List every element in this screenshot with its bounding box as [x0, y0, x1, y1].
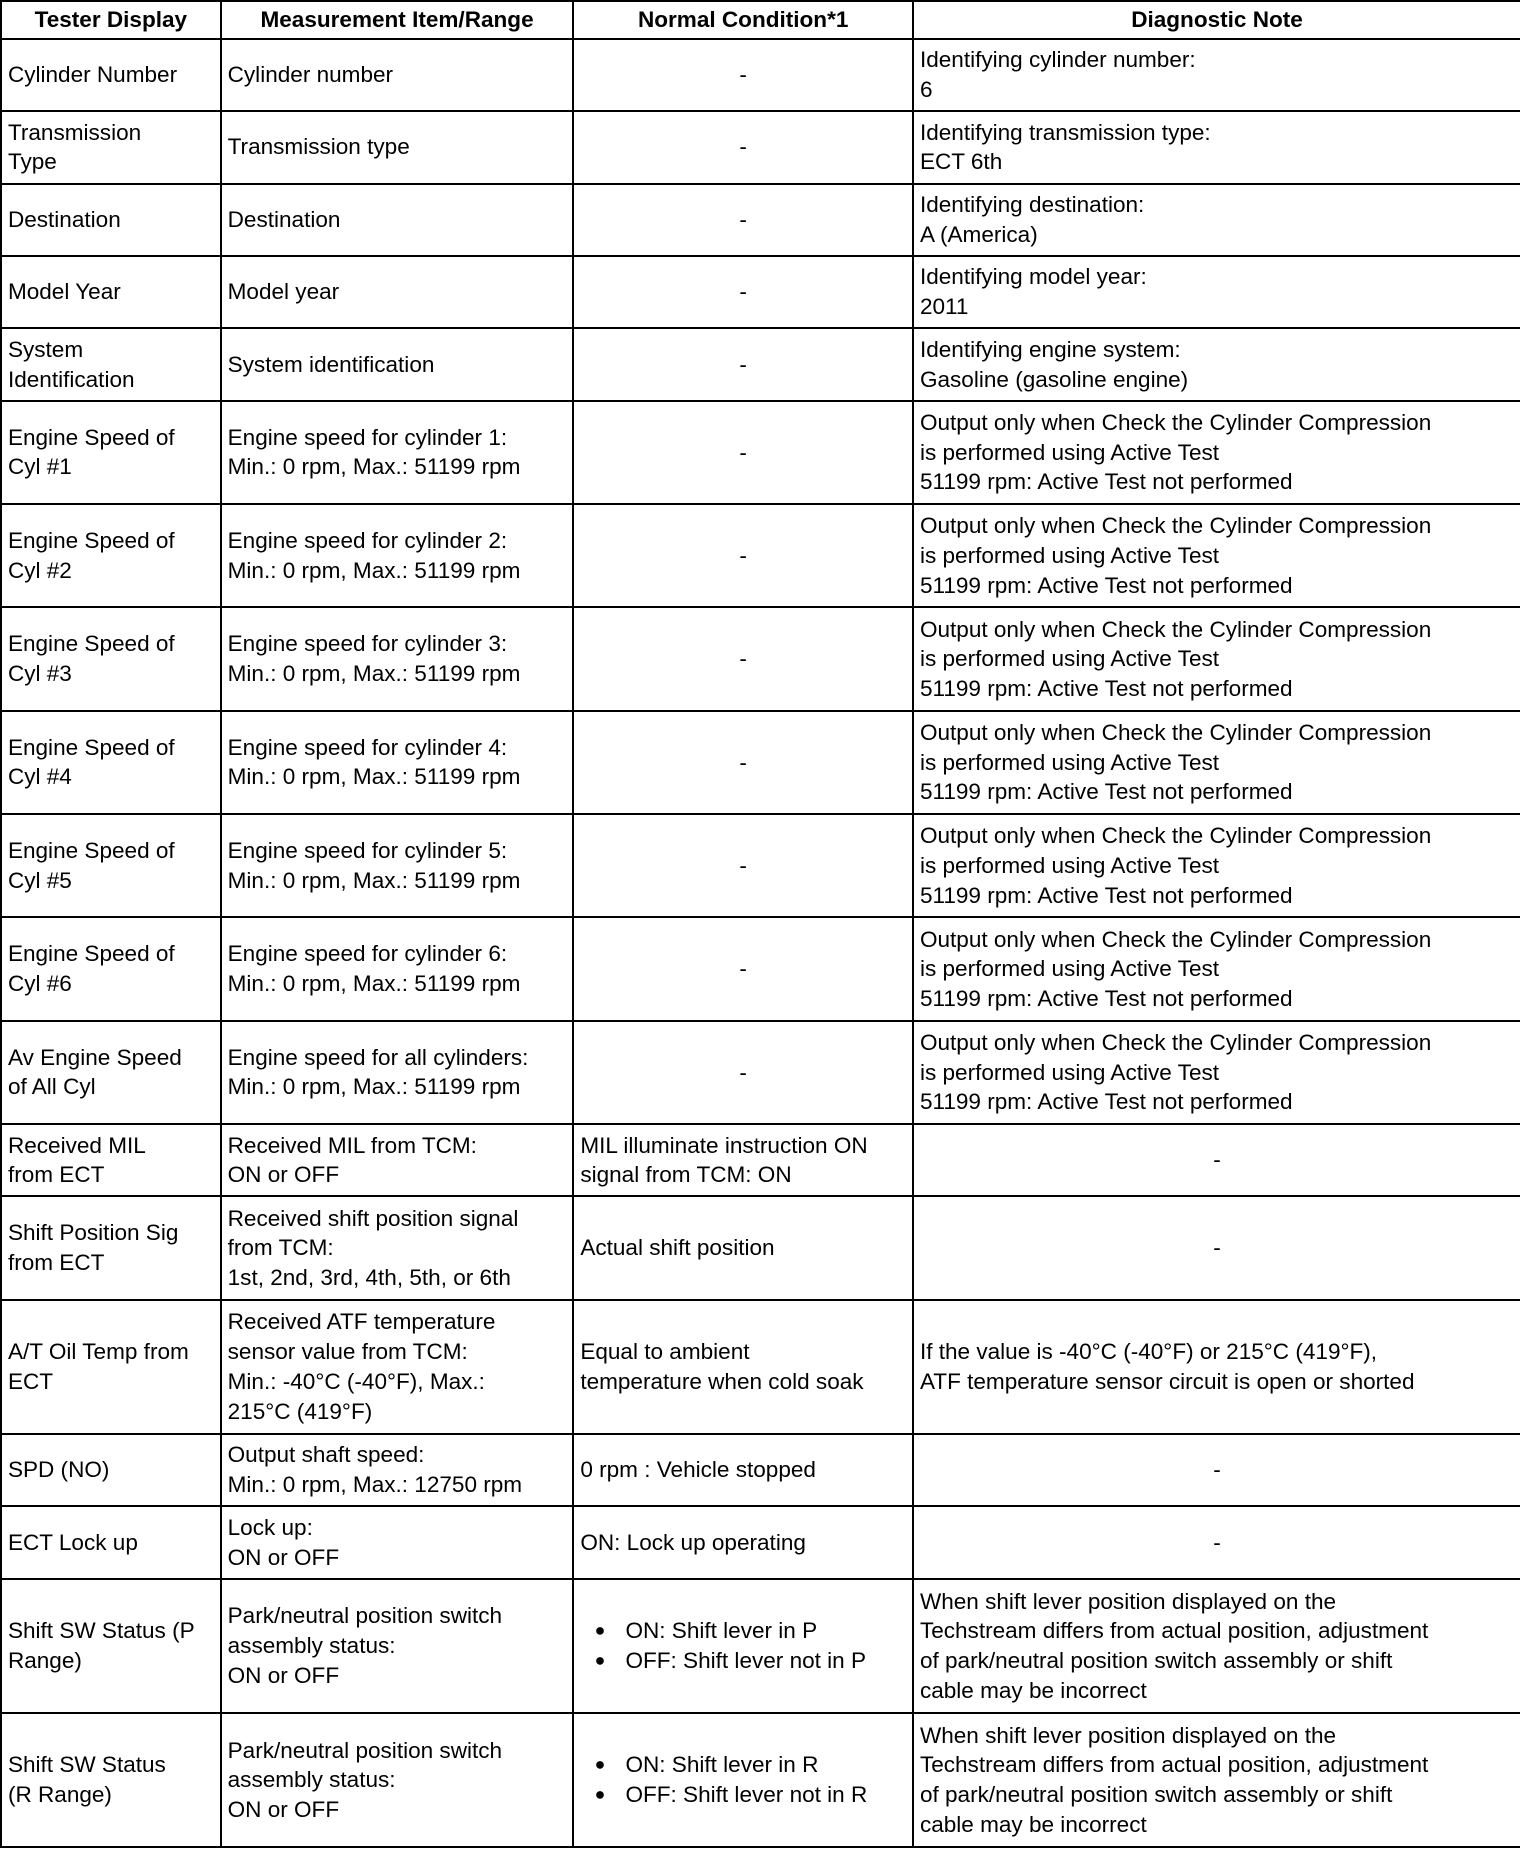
table-row [1, 607, 1520, 710]
table-row [1, 1579, 1520, 1713]
table-row [1, 711, 1520, 814]
tester-display-line: Type [7, 149, 57, 175]
measurement-range-line: sensor value from TCM: [227, 1339, 468, 1365]
measurement-range-line: Min.: -40°C (-40°F), Max.: [227, 1368, 485, 1394]
cell-diagnostic-note [913, 607, 1520, 710]
normal-condition-line: - [739, 279, 747, 305]
diagnostic-note-line: of park/neutral position switch assembly or shift [919, 1782, 1393, 1808]
cell-diagnostic-note [913, 504, 1520, 607]
cell-normal-condition [573, 607, 913, 710]
tester-display-line: Cylinder Number [7, 62, 178, 87]
cell-normal-condition [573, 1300, 913, 1434]
tester-display-line: Engine Speed of [7, 528, 175, 554]
diagnostic-note-line: is performed using Active Test [919, 542, 1220, 568]
table-row [1, 1300, 1520, 1434]
measurement-range-line: Received shift position signal [227, 1205, 519, 1231]
measurement-range-line: Received ATF temperature [227, 1309, 496, 1335]
tester-display-line: Cyl #1 [7, 454, 72, 480]
cell-normal-condition [573, 711, 913, 814]
cell-measurement-range [221, 328, 574, 400]
diagnostic-note-line: Identifying model year: [919, 264, 1147, 290]
cell-normal-condition [573, 1579, 913, 1713]
diagnostic-note-line: 51199 rpm: Active Test not performed [919, 779, 1293, 805]
diagnostic-note-line: 51199 rpm: Active Test not performed [919, 675, 1293, 701]
tester-display-line: Cyl #6 [7, 971, 72, 997]
cell-measurement-range [221, 1300, 574, 1434]
tester-display-line: Cyl #4 [7, 764, 72, 790]
normal-condition-line: - [739, 134, 747, 160]
measurement-range-line: Min.: 0 rpm, Max.: 51199 rpm [227, 557, 521, 583]
cell-normal-condition [573, 917, 913, 1020]
cell-measurement-range [221, 1713, 574, 1847]
measurement-range-line: assembly status: [227, 1633, 396, 1659]
tester-display-line: Model Year [7, 279, 121, 305]
cell-tester-display [1, 39, 221, 111]
table-row [1, 256, 1520, 328]
tester-display-line: (R Range) [7, 1782, 112, 1808]
measurement-range-line: Destination [227, 206, 341, 232]
cell-tester-display [1, 814, 221, 917]
cell-diagnostic-note [913, 1506, 1520, 1578]
cell-measurement-range [221, 39, 574, 111]
normal-condition-line: ON: Lock up operating [580, 1529, 806, 1555]
table-row [1, 401, 1520, 504]
measurement-range-line: Engine speed for cylinder 1: [227, 424, 508, 450]
cell-measurement-range [221, 1196, 574, 1299]
diagnostic-note-line: Identifying destination: [919, 192, 1145, 218]
normal-condition-line: Equal to ambient [580, 1339, 750, 1365]
diagnostic-note-line: is performed using Active Test [919, 646, 1220, 672]
normal-condition-line: - [739, 1059, 747, 1085]
diagnostic-note-line: Output only when Check the Cylinder Compression [919, 1029, 1432, 1055]
diagnostic-note-line: If the value is -40°C (-40°F) or 215°C (419°F), [919, 1339, 1378, 1365]
cell-measurement-range [221, 607, 574, 710]
cell-diagnostic-note [913, 328, 1520, 400]
cell-measurement-range [221, 256, 574, 328]
diagnostic-note-line: cable may be incorrect [919, 1811, 1147, 1837]
tester-display-line: Av Engine Speed [7, 1044, 182, 1070]
tester-display-line: SPD (NO) [7, 1457, 110, 1483]
tester-display-line: Engine Speed of [7, 941, 175, 967]
measurement-range-line: Engine speed for all cylinders: [227, 1044, 529, 1070]
measurement-range-line: Min.: 0 rpm, Max.: 51199 rpm [227, 1074, 521, 1100]
cell-tester-display [1, 111, 221, 183]
cell-diagnostic-note [913, 814, 1520, 917]
measurement-range-line: Park/neutral position switch [227, 1603, 503, 1629]
tester-display-line: System [7, 336, 84, 362]
measurement-range-line: 1st, 2nd, 3rd, 4th, 5th, or 6th [227, 1264, 511, 1290]
header-normal-condition: Normal Condition*1 [573, 1, 913, 39]
tester-display-line: Engine Speed of [7, 631, 175, 657]
normal-condition-bullet: ● ON: Shift lever in P [625, 1616, 906, 1646]
diagnostic-note-line: 2011 [919, 294, 969, 320]
measurement-range-line: Output shaft speed: [227, 1442, 425, 1468]
measurement-range-line: Lock up: [227, 1514, 313, 1540]
cell-measurement-range [221, 1579, 574, 1713]
cell-tester-display [1, 1434, 221, 1506]
measurement-range-line: Model year [227, 279, 340, 305]
diagnostic-note-line: Identifying transmission type: [919, 119, 1211, 145]
diagnostic-note-line: Identifying engine system: [919, 336, 1181, 362]
diagnostic-note-line: Identifying cylinder number: [919, 47, 1196, 73]
table-row [1, 1713, 1520, 1847]
measurement-range-line: System identification [227, 351, 435, 377]
table-row [1, 504, 1520, 607]
table-row [1, 917, 1520, 1020]
measurement-range-line: ON or OFF [227, 1162, 340, 1188]
tester-display-line: A/T Oil Temp from [7, 1339, 189, 1365]
cell-tester-display [1, 504, 221, 607]
normal-condition-bullet-list [580, 1616, 906, 1675]
tester-display-line: of All Cyl [7, 1074, 96, 1100]
diagnostic-note-line: Techstream differs from actual position, adjustment [919, 1752, 1429, 1778]
table-row [1, 328, 1520, 400]
normal-condition-line: - [739, 852, 747, 878]
normal-condition-line: - [739, 542, 747, 568]
cell-normal-condition [573, 1713, 913, 1847]
diagnostic-note-line: is performed using Active Test [919, 749, 1220, 775]
table-body [1, 39, 1520, 1848]
tester-display-line: ECT [7, 1368, 54, 1394]
cell-tester-display [1, 1196, 221, 1299]
diagnostic-note-line: When shift lever position displayed on the [919, 1722, 1337, 1748]
cell-tester-display [1, 184, 221, 256]
cell-diagnostic-note [913, 39, 1520, 111]
normal-condition-line: - [739, 62, 747, 87]
cell-normal-condition [573, 504, 913, 607]
cell-normal-condition [573, 1021, 913, 1124]
normal-condition-line: - [739, 439, 747, 465]
cell-measurement-range [221, 1506, 574, 1578]
normal-condition-bullet: ● OFF: Shift lever not in R [625, 1780, 906, 1810]
cell-measurement-range [221, 111, 574, 183]
diagnostic-note-line: - [1213, 1147, 1221, 1173]
diagnostic-note-line: 51199 rpm: Active Test not performed [919, 882, 1293, 908]
tester-display-line: Shift SW Status (P [7, 1618, 195, 1644]
cell-tester-display [1, 1713, 221, 1847]
cell-tester-display [1, 917, 221, 1020]
diagnostic-note-line: ECT 6th [919, 149, 1003, 175]
normal-condition-line: - [739, 749, 747, 775]
diagnostic-note-line: When shift lever position displayed on the [919, 1588, 1337, 1614]
tester-display-line: Shift Position Sig [7, 1220, 179, 1246]
normal-condition-line: MIL illuminate instruction ON [580, 1132, 868, 1158]
table-row [1, 39, 1520, 111]
measurement-range-line: Min.: 0 rpm, Max.: 51199 rpm [227, 661, 521, 687]
diagnostic-note-line: Techstream differs from actual position, adjustment [919, 1618, 1429, 1644]
cell-tester-display [1, 1579, 221, 1713]
table-row [1, 1196, 1520, 1299]
table-row [1, 1506, 1520, 1578]
normal-condition-bullet-list [580, 1750, 906, 1809]
normal-condition-line: - [739, 646, 747, 672]
diagnostic-note-line: - [1213, 1529, 1221, 1555]
tester-display-line: Cyl #2 [7, 557, 72, 583]
measurement-range-line: Engine speed for cylinder 6: [227, 941, 508, 967]
cell-diagnostic-note [913, 184, 1520, 256]
table-row [1, 184, 1520, 256]
diagnostic-note-line: is performed using Active Test [919, 439, 1220, 465]
normal-condition-line: Actual shift position [580, 1235, 775, 1261]
diagnostic-note-line: Output only when Check the Cylinder Compression [919, 926, 1432, 952]
table-row [1, 814, 1520, 917]
cell-tester-display [1, 1021, 221, 1124]
diagnostic-note-line: A (America) [919, 221, 1038, 247]
diagnostic-note-line: ATF temperature sensor circuit is open or shorted [919, 1368, 1415, 1394]
cell-diagnostic-note [913, 1434, 1520, 1506]
cell-diagnostic-note [913, 1021, 1520, 1124]
measurement-range-line: Engine speed for cylinder 3: [227, 631, 508, 657]
cell-measurement-range [221, 401, 574, 504]
diagnostic-note-line: 6 [919, 76, 933, 102]
measurement-range-line: Cylinder number [227, 62, 394, 87]
measurement-range-line: Min.: 0 rpm, Max.: 12750 rpm [227, 1472, 523, 1498]
diagnostic-note-line: Output only when Check the Cylinder Compression [919, 409, 1432, 435]
measurement-range-line: Min.: 0 rpm, Max.: 51199 rpm [227, 764, 521, 790]
measurement-range-line: Engine speed for cylinder 4: [227, 734, 508, 760]
diagnostic-note-line: Output only when Check the Cylinder Compression [919, 823, 1432, 849]
measurement-range-line: Engine speed for cylinder 5: [227, 838, 508, 864]
diagnostic-note-line: Output only when Check the Cylinder Compression [919, 616, 1432, 642]
cell-tester-display [1, 607, 221, 710]
diagnostic-note-line: Gasoline (gasoline engine) [919, 366, 1189, 392]
cell-normal-condition [573, 184, 913, 256]
measurement-range-line: Min.: 0 rpm, Max.: 51199 rpm [227, 454, 521, 480]
tester-display-line: Received MIL [7, 1132, 146, 1158]
diagnostic-note-line: of park/neutral position switch assembly or shift [919, 1647, 1393, 1673]
cell-measurement-range [221, 1124, 574, 1196]
tester-display-line: Engine Speed of [7, 734, 175, 760]
cell-normal-condition [573, 401, 913, 504]
diagnostic-note-line: Output only when Check the Cylinder Compression [919, 719, 1432, 745]
measurement-range-line: Park/neutral position switch [227, 1737, 503, 1763]
table-row [1, 1021, 1520, 1124]
normal-condition-line: - [739, 206, 747, 232]
diagnostic-note-line: Output only when Check the Cylinder Compression [919, 513, 1432, 539]
cell-measurement-range [221, 504, 574, 607]
measurement-range-line: assembly status: [227, 1767, 396, 1793]
normal-condition-line: 0 rpm : Vehicle stopped [580, 1457, 816, 1483]
cell-diagnostic-note [913, 1196, 1520, 1299]
cell-diagnostic-note [913, 1713, 1520, 1847]
diagnostic-note-line: - [1213, 1235, 1221, 1261]
cell-tester-display [1, 401, 221, 504]
cell-normal-condition [573, 814, 913, 917]
cell-diagnostic-note [913, 711, 1520, 814]
measurement-range-line: Min.: 0 rpm, Max.: 51199 rpm [227, 971, 521, 997]
diagnostic-note-line: 51199 rpm: Active Test not performed [919, 1089, 1293, 1115]
tester-display-line: from ECT [7, 1250, 105, 1276]
diagnostic-note-line: cable may be incorrect [919, 1677, 1147, 1703]
tester-display-line: Destination [7, 206, 121, 232]
cell-tester-display [1, 256, 221, 328]
measurement-range-line: Engine speed for cylinder 2: [227, 528, 508, 554]
cell-normal-condition [573, 256, 913, 328]
measurement-range-line: ON or OFF [227, 1796, 340, 1822]
header-row [1, 1, 1520, 39]
cell-diagnostic-note [913, 256, 1520, 328]
cell-measurement-range [221, 711, 574, 814]
cell-diagnostic-note [913, 1579, 1520, 1713]
table-row [1, 1434, 1520, 1506]
tester-display-line: Identification [7, 366, 135, 392]
tester-display-line: Engine Speed of [7, 838, 175, 864]
cell-tester-display [1, 328, 221, 400]
cell-tester-display [1, 1124, 221, 1196]
measurement-range-line: ON or OFF [227, 1662, 340, 1688]
table-row [1, 1124, 1520, 1196]
tester-display-line: Transmission [7, 119, 142, 145]
measurement-range-line: ON or OFF [227, 1544, 340, 1570]
cell-normal-condition [573, 1124, 913, 1196]
cell-diagnostic-note [913, 1300, 1520, 1434]
table-row [1, 111, 1520, 183]
cell-tester-display [1, 711, 221, 814]
normal-condition-bullet: ● OFF: Shift lever not in P [625, 1646, 906, 1676]
header-tester-display: Tester Display [1, 1, 221, 39]
cell-normal-condition [573, 1196, 913, 1299]
normal-condition-line: signal from TCM: ON [580, 1162, 792, 1188]
diagnostic-note-line: 51199 rpm: Active Test not performed [919, 572, 1293, 598]
tester-display-line: Cyl #5 [7, 867, 72, 893]
cell-diagnostic-note [913, 917, 1520, 1020]
header-measurement-item: Measurement Item/Range [221, 1, 574, 39]
cell-measurement-range [221, 917, 574, 1020]
measurement-range-line: Received MIL from TCM: [227, 1132, 477, 1158]
cell-diagnostic-note [913, 111, 1520, 183]
diagnostic-note-line: is performed using Active Test [919, 852, 1220, 878]
cell-measurement-range [221, 814, 574, 917]
cell-diagnostic-note [913, 401, 1520, 504]
cell-measurement-range [221, 1021, 574, 1124]
tester-display-line: ECT Lock up [7, 1529, 138, 1555]
cell-tester-display [1, 1506, 221, 1578]
cell-normal-condition [573, 1434, 913, 1506]
tester-display-line: Engine Speed of [7, 424, 175, 450]
cell-tester-display [1, 1300, 221, 1434]
cell-normal-condition [573, 1506, 913, 1578]
cell-measurement-range [221, 1434, 574, 1506]
tester-display-line: Shift SW Status [7, 1752, 166, 1778]
normal-condition-line: - [739, 351, 747, 377]
tester-display-line: Cyl #3 [7, 661, 72, 687]
tester-display-line: from ECT [7, 1162, 105, 1188]
header-diagnostic-note: Diagnostic Note [913, 1, 1520, 39]
cell-normal-condition [573, 328, 913, 400]
measurement-range-line: from TCM: [227, 1235, 334, 1261]
diagnostic-note-line: is performed using Active Test [919, 1059, 1220, 1085]
diagnostic-note-line: 51199 rpm: Active Test not performed [919, 985, 1293, 1011]
tester-display-line: Range) [7, 1647, 82, 1673]
cell-normal-condition [573, 111, 913, 183]
cell-measurement-range [221, 184, 574, 256]
measurement-range-line: Min.: 0 rpm, Max.: 51199 rpm [227, 867, 521, 893]
diagnostic-note-line: 51199 rpm: Active Test not performed [919, 469, 1293, 495]
measurement-range-line: Transmission type [227, 134, 410, 160]
diagnostic-note-line: - [1213, 1457, 1221, 1483]
normal-condition-line: temperature when cold soak [580, 1368, 864, 1394]
cell-diagnostic-note [913, 1124, 1520, 1196]
diagnostic-note-line: is performed using Active Test [919, 956, 1220, 982]
cell-normal-condition [573, 39, 913, 111]
measurement-range-line: 215°C (419°F) [227, 1398, 373, 1424]
normal-condition-bullet: ● ON: Shift lever in R [625, 1750, 906, 1780]
normal-condition-line: - [739, 956, 747, 982]
